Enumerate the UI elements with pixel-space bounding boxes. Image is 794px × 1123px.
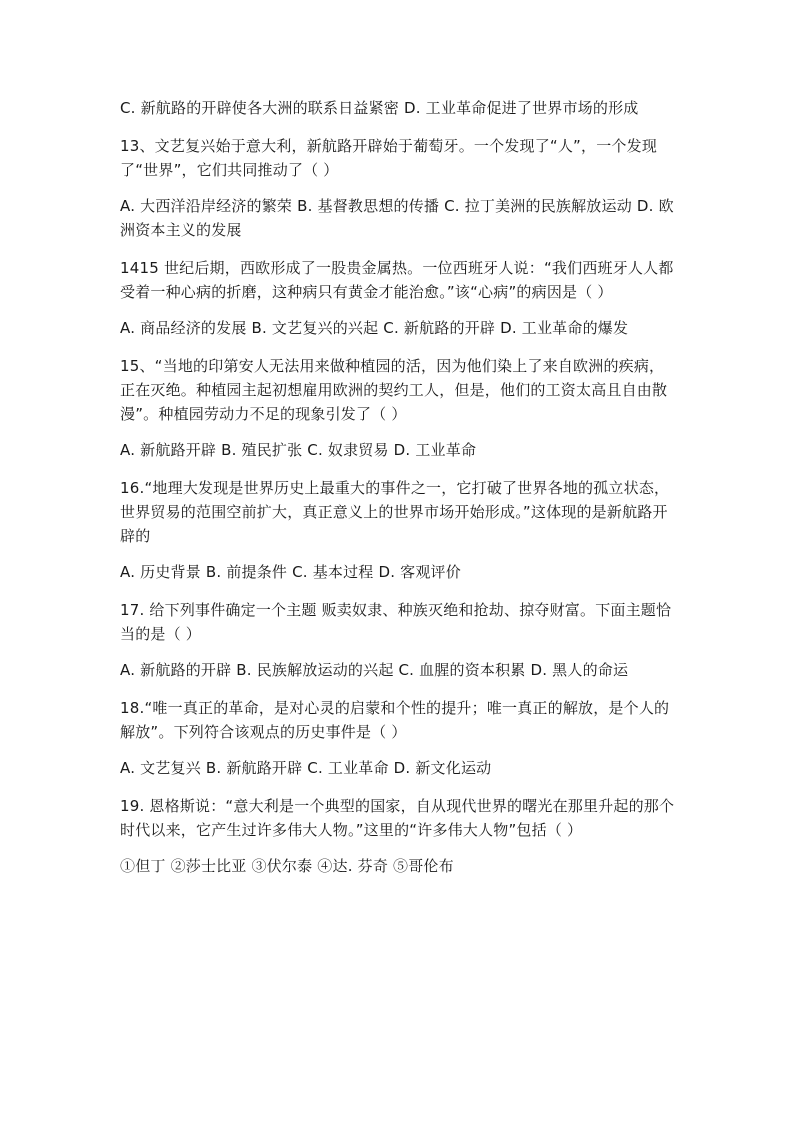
q16-stem: 16.“地理大发现是世界历史上最重大的事件之一，它打破了世界各地的孤立状态，世界贸易的范围空前扩大，真正意义上的世界市场开始形成。”这体现的是新航路开辟的 bbox=[120, 479, 670, 545]
q18-options: A. 文艺复兴 B. 新航路开辟 C. 工业革命 D. 新文化运动 bbox=[120, 759, 492, 777]
question-list bbox=[120, 96, 676, 878]
q16-options: A. 历史背景 B. 前提条件 C. 基本过程 D. 客观评价 bbox=[120, 563, 461, 581]
q14-options: A. 商品经济的发展 B. 文艺复兴的兴起 C. 新航路的开辟 D. 工业革命的爆发 bbox=[120, 319, 629, 337]
q15-stem: 15、“当地的印第安人无法用来做种植园的活，因为他们染上了来自欧洲的疾病，正在灭绝。种植园主起初想雇用欧洲的契约工人，但是，他们的工资太高且自由散漫”。种植园劳动力不足的现象引发了（ ） bbox=[120, 357, 668, 423]
q17-options: A. 新航路的开辟 B. 民族解放运动的兴起 C. 血腥的资本积累 D. 黑人的命运 bbox=[120, 661, 629, 679]
q14-stem: 1415 世纪后期，西欧形成了一股贵金属热。一位西班牙人说：“我们西班牙人人都受着一种心病的折磨，这种病只有黄金才能治愈。”该“心病”的病因是（ ） bbox=[120, 259, 674, 301]
q17-stem: 17. 给下列事件确定一个主题 贩卖奴隶、种族灭绝和抢劫、掠夺财富。下面主题恰当的是（ ） bbox=[120, 601, 672, 643]
q12-options-cd: C. 新航路的开辟使各大洲的联系日益紧密 D. 工业革命促进了世界市场的形成 bbox=[120, 99, 639, 117]
q15-options: A. 新航路开辟 B. 殖民扩张 C. 奴隶贸易 D. 工业革命 bbox=[120, 441, 477, 459]
q19-stem: 19. 恩格斯说：“意大利是一个典型的国家，自从现代世界的曙光在那里升起的那个时代以来，它产生过许多伟大人物。”这里的“许多伟大人物”包括（ ） bbox=[120, 797, 675, 839]
q18-stem: 18.“唯一真正的革命，是对心灵的启蒙和个性的提升；唯一真正的解放，是个人的解放”。下列符合该观点的历史事件是（ ） bbox=[120, 699, 670, 741]
q13-stem: 13、文艺复兴始于意大利，新航路开辟始于葡萄牙。一个发现了“人”，一个发现了“世界”，它们共同推动了（ ） bbox=[120, 137, 658, 179]
q13-options: A. 大西洋沿岸经济的繁荣 B. 基督教思想的传播 C. 拉丁美洲的民族解放运动 D. 欧洲资本主义的发展 bbox=[120, 197, 674, 239]
q19-options: ①但丁 ②莎士比亚 ③伏尔泰 ④达. 芬奇 ⑤哥伦布 bbox=[120, 857, 454, 875]
